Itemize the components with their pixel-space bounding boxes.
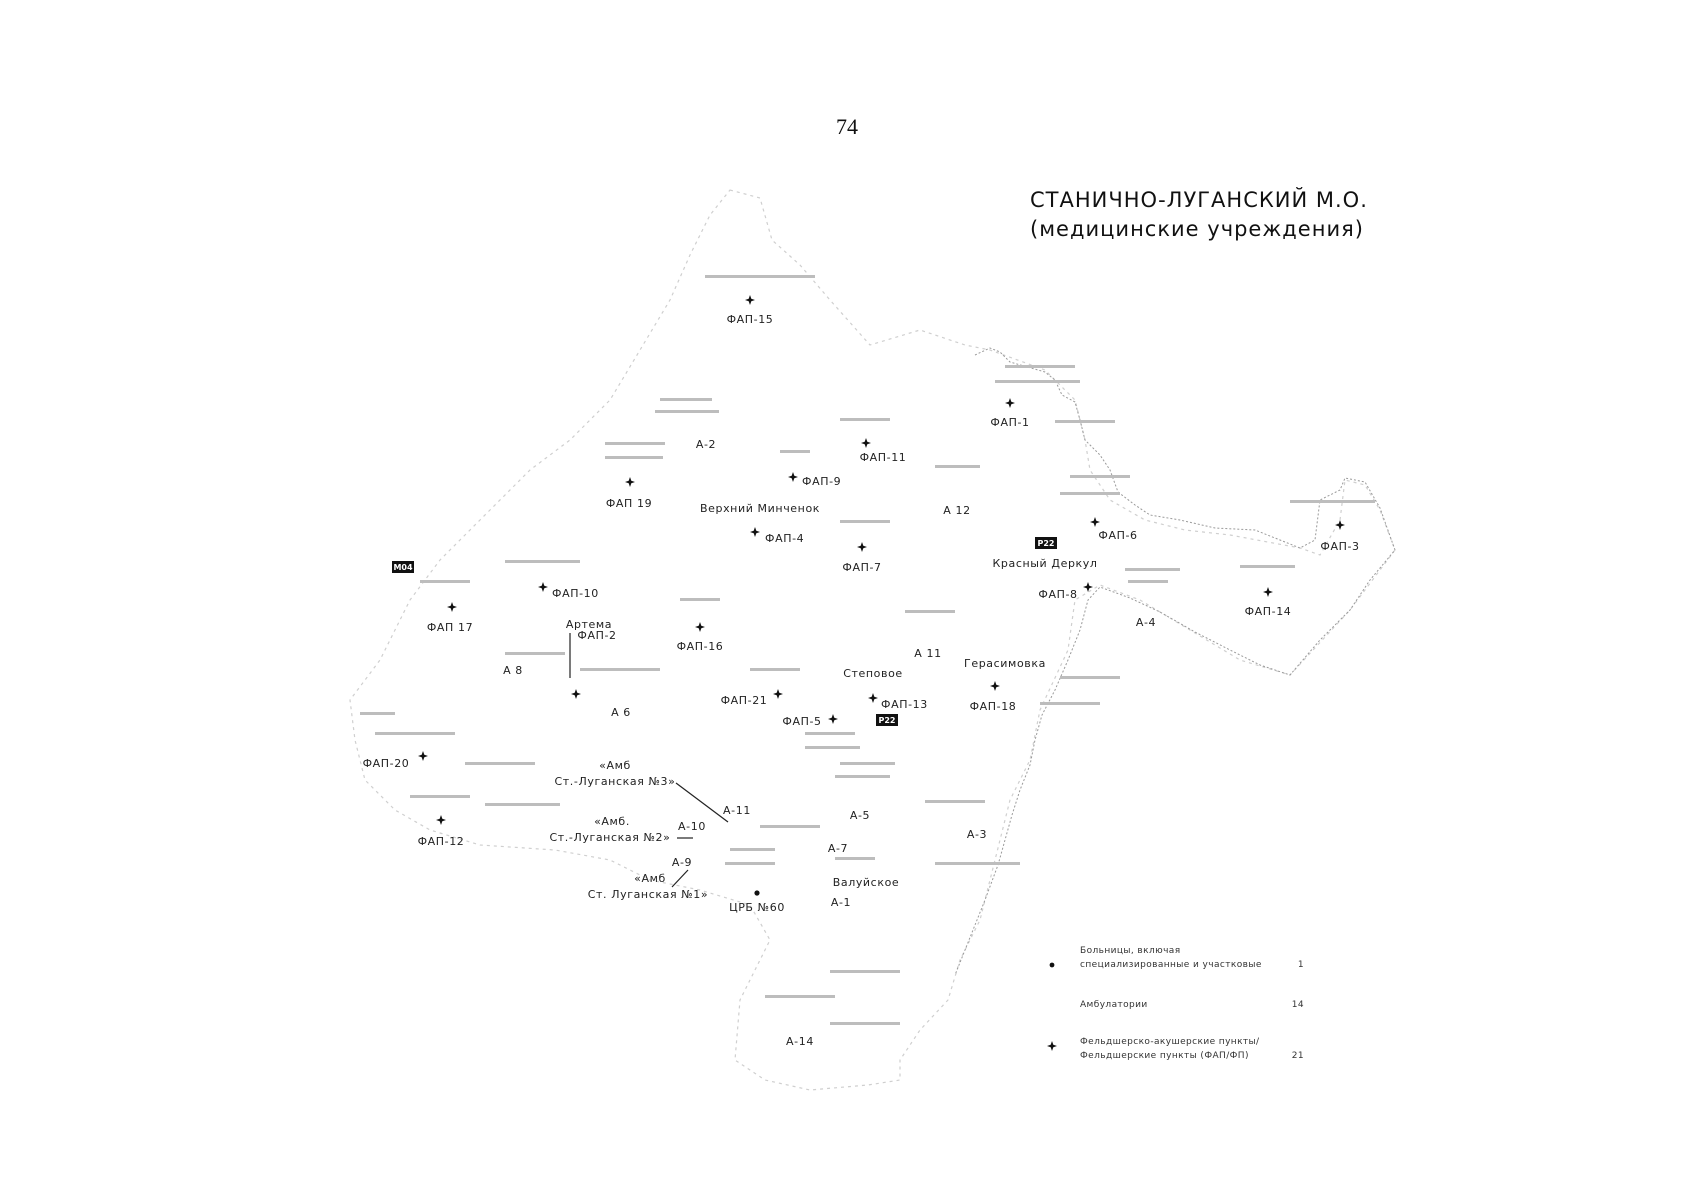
fap-marker-icon — [538, 582, 548, 592]
fap-marker-icon — [745, 295, 755, 305]
fap-marker-icon — [436, 815, 446, 825]
facility-label: ФАП-21 — [720, 694, 768, 707]
facility[interactable] — [363, 751, 428, 770]
facility[interactable] — [990, 398, 1029, 429]
fap-marker-icon — [695, 622, 705, 632]
legend-line2: Фельдшерские пункты (ФАП/ФП) — [1080, 1051, 1249, 1061]
place-label: Степовое — [843, 667, 903, 680]
legend-line1: Амбулатории — [1080, 1000, 1148, 1010]
facility-label: ФАП-12 — [417, 835, 465, 848]
road-badge-text: Р22 — [878, 716, 896, 725]
facility-label: ФАП-13 — [881, 698, 928, 711]
road-badge — [392, 561, 414, 573]
legend-line1: Фельдшерско-акушерские пункты/ — [1080, 1037, 1260, 1047]
ambulatory-label: А-2 — [695, 438, 717, 451]
facility[interactable] — [721, 689, 783, 707]
facility[interactable] — [970, 681, 1017, 713]
facility[interactable] — [538, 582, 599, 600]
page-number: 74 — [836, 114, 858, 139]
facility[interactable] — [727, 295, 774, 326]
place-label: Артема — [565, 618, 613, 631]
fap-marker-icon — [773, 689, 783, 699]
legend-count: 21 — [1291, 1051, 1304, 1061]
facility[interactable] — [860, 438, 907, 464]
legend-hospital-icon — [1050, 963, 1055, 968]
ambulatory-layer — [503, 438, 1156, 1048]
amb-callout — [555, 759, 676, 788]
place-label: Красный Деркул — [992, 557, 1098, 570]
fap-marker-icon — [828, 714, 838, 724]
legend — [1047, 946, 1304, 1061]
ambulatory-label: А-4 — [1135, 616, 1157, 629]
facility-label: ФАП-18 — [969, 700, 1017, 713]
fap-marker-icon — [625, 477, 635, 487]
ambulatory-label: А-14 — [786, 1035, 814, 1048]
fap-marker-icon — [750, 527, 760, 537]
facility-label: ФАП-9 — [802, 475, 842, 488]
road-badge — [876, 714, 898, 726]
ambulatory-label: А-11 — [723, 804, 751, 817]
legend-item — [1050, 946, 1304, 970]
facility-label: ФАП-16 — [676, 640, 724, 653]
facility[interactable] — [788, 472, 841, 488]
facility-label: ФАП-1 — [990, 416, 1030, 429]
legend-line2: специализированные и участковые — [1080, 960, 1262, 970]
facility-label: ФАП-6 — [1098, 529, 1138, 542]
fap-marker-icon — [788, 472, 798, 482]
legend-count: 14 — [1291, 1000, 1304, 1010]
facility-label: ФАП-14 — [1244, 605, 1292, 618]
facility[interactable] — [427, 602, 473, 634]
district-boundary — [350, 190, 1395, 1090]
facility[interactable] — [677, 622, 724, 653]
amb-callout-line1: «Амб. — [594, 815, 630, 828]
ambulatory-label: А-10 — [678, 820, 706, 833]
map-title-line1: СТАНИЧНО-ЛУГАНСКИЙ М.О. — [1030, 188, 1368, 212]
ambulatory-label: А-3 — [966, 828, 988, 841]
fap-marker-icon — [857, 542, 867, 552]
facility[interactable] — [418, 815, 465, 848]
ambulatory-label: А-7 — [827, 842, 849, 855]
facility[interactable] — [842, 542, 881, 574]
facility[interactable] — [606, 477, 652, 510]
fap-marker-icon — [861, 438, 871, 448]
facility-label: ФАП 17 — [426, 621, 474, 634]
amb-callout-line2: Ст. Луганская №1» — [587, 888, 709, 901]
ambulatory-label: А 6 — [611, 706, 631, 719]
facility[interactable] — [1245, 587, 1292, 618]
legend-item — [1047, 1037, 1304, 1061]
facility-label: ФАП-20 — [362, 757, 410, 770]
fap-marker-icon — [571, 689, 581, 699]
fap-marker-icon — [1083, 582, 1093, 592]
legend-count: 1 — [1297, 960, 1304, 970]
ambulatory-label: А-9 — [671, 856, 693, 869]
fap-marker-icon — [418, 751, 428, 761]
place-label: Верхний Минченок — [699, 502, 821, 515]
facility[interactable] — [868, 693, 928, 711]
fap-marker-icon — [990, 681, 1000, 691]
facility-label: ЦРБ №60 — [729, 901, 785, 914]
facility-label: ФАП-4 — [765, 532, 805, 545]
facility[interactable] — [1320, 520, 1359, 553]
map-title-line2: (медицинские учреждения) — [1030, 217, 1364, 241]
facility[interactable] — [729, 890, 785, 914]
facility-label: ФАП-15 — [726, 313, 774, 326]
fap-marker-icon — [1090, 517, 1100, 527]
ambulatory-label: А 12 — [943, 504, 971, 517]
fap-marker-icon — [1335, 520, 1345, 530]
facility-label: ФАП-7 — [842, 561, 882, 574]
legend-item — [1080, 1000, 1304, 1010]
facility[interactable] — [750, 527, 804, 545]
road-badge — [1035, 537, 1057, 549]
ambulatory-label: А 8 — [503, 664, 523, 677]
legend-fap-icon — [1047, 1041, 1057, 1051]
connector-lines — [570, 633, 728, 887]
amb-callout — [550, 815, 671, 844]
hospital-marker-icon — [754, 890, 759, 895]
fap-marker-icon — [1263, 587, 1273, 597]
road-badge-text: М04 — [393, 563, 413, 572]
amb-callout-line1: «Амб — [599, 759, 631, 772]
facility-label: ФАП-5 — [782, 715, 822, 728]
ambulatory-label: А-5 — [849, 809, 871, 822]
place-label: Валуйское — [832, 876, 900, 889]
facility-label: ФАП-2 — [577, 629, 617, 642]
facility-label: ФАП-11 — [859, 451, 907, 464]
facility[interactable] — [571, 629, 617, 699]
place-label: Герасимовка — [964, 657, 1046, 670]
facility-label: ФАП-3 — [1320, 540, 1360, 553]
legend-line1: Больницы, включая — [1080, 946, 1181, 956]
fap-marker-icon — [1005, 398, 1015, 408]
facility-label: ФАП 19 — [605, 497, 653, 510]
ambulatory-label: А-1 — [830, 896, 852, 909]
road-badge-text: Р22 — [1037, 539, 1055, 548]
amb-callout-line2: Ст.-Луганская №2» — [549, 831, 671, 844]
amb-callout-line1: «Амб — [634, 872, 666, 885]
fap-marker-icon — [447, 602, 457, 612]
facility[interactable] — [1090, 517, 1138, 542]
facility[interactable] — [782, 714, 838, 728]
facility-label: ФАП-10 — [552, 587, 599, 600]
amb-callout — [588, 872, 709, 901]
minor-place-labels — [360, 275, 1375, 1025]
fap-marker-icon — [868, 693, 878, 703]
amb-callout-line2: Ст.-Луганская №3» — [554, 775, 676, 788]
facility[interactable] — [1038, 582, 1093, 601]
facility-label: ФАП-8 — [1038, 588, 1078, 601]
ambulatory-label: А 11 — [914, 647, 942, 660]
